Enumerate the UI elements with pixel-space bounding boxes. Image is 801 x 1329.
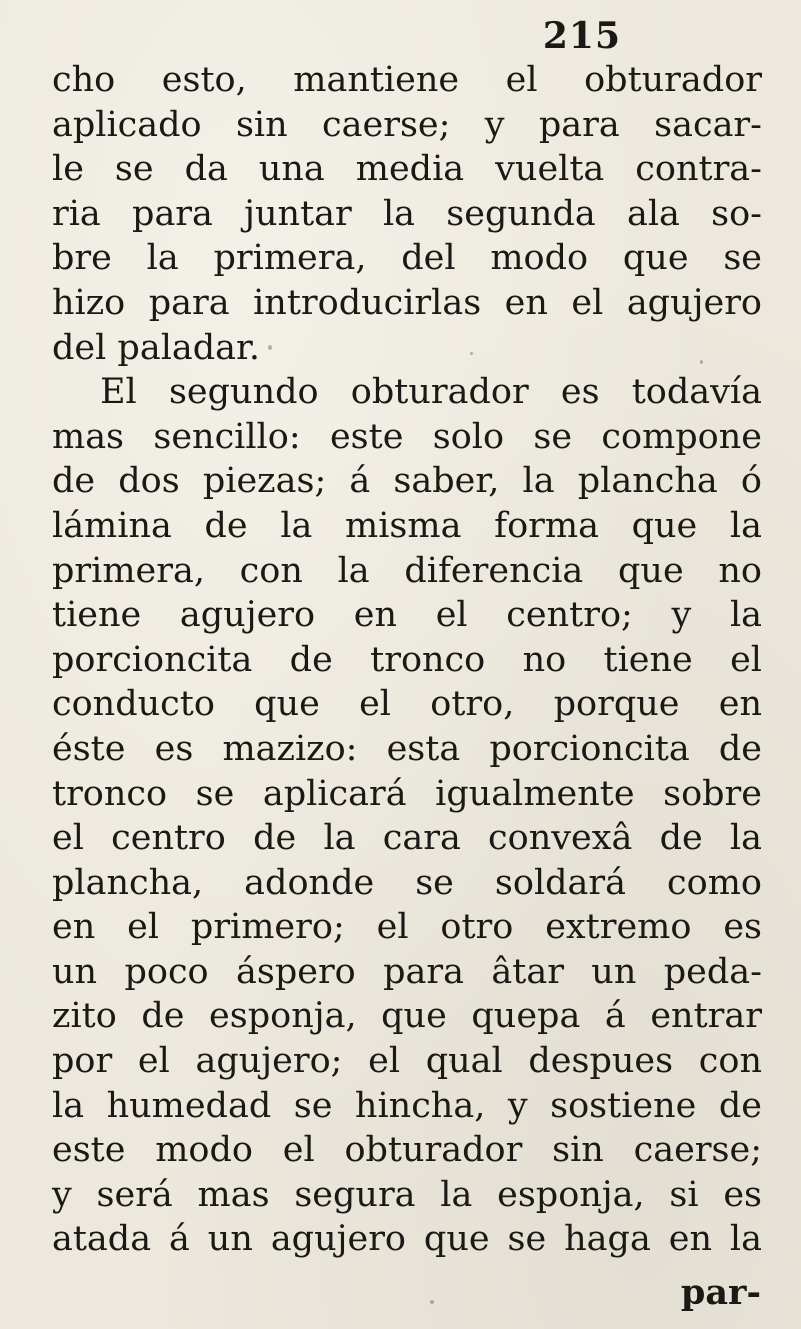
text-line: éste es mazizo: esta porcioncita de xyxy=(52,728,762,769)
text-line: zito de esponja, que quepa á entrar xyxy=(52,996,762,1037)
text-line: un poco áspero para âtar un peda- xyxy=(52,951,762,992)
text-line: atada á un agujero que se haga en la xyxy=(52,1219,762,1260)
text-line: este modo el obturador sin caerse; xyxy=(52,1130,762,1171)
text-line: cho esto, mantiene el obturador xyxy=(52,60,762,100)
text-line: y será mas segura la esponja, si es xyxy=(52,1174,762,1215)
ink-speck xyxy=(470,352,473,355)
text-line: el centro de la cara convexâ de la xyxy=(52,818,762,859)
text-line: ria para juntar la segunda ala so- xyxy=(52,193,762,234)
text-line: aplicado sin caerse; y para sacar- xyxy=(52,104,762,145)
text-line: del paladar. xyxy=(52,327,261,368)
text-line: porcioncita de tronco no tiene el xyxy=(52,639,762,680)
ink-speck xyxy=(268,345,272,350)
text-line: hizo para introducirlas en el agujero xyxy=(52,282,762,323)
text-line: bre la primera, del modo que se xyxy=(52,238,762,279)
text-line: la humedad se hincha, y sostiene de xyxy=(52,1085,762,1126)
text-line: por el agujero; el qual despues con xyxy=(52,1041,762,1082)
text-line: primera, con la diferencia que no xyxy=(52,550,762,591)
text-line: conducto que el otro, porque en xyxy=(52,684,762,725)
catchword: par- xyxy=(680,1272,761,1313)
text-line: en el primero; el otro extremo es xyxy=(52,907,762,948)
paragraph-start-line: El segundo obturador es todavía xyxy=(100,372,762,413)
text-line: tiene agujero en el centro; y la xyxy=(52,595,762,636)
page-number: 215 xyxy=(542,15,621,57)
text-line: mas sencillo: este solo se compone xyxy=(52,416,762,457)
body-text xyxy=(52,58,762,1262)
text-line: tronco se aplicará igualmente sobre xyxy=(52,773,762,814)
ink-speck xyxy=(430,1300,434,1304)
text-line: lámina de la misma forma que la xyxy=(52,505,762,546)
ink-speck xyxy=(700,360,703,364)
text-line: de dos piezas; á saber, la plancha ó xyxy=(52,461,762,502)
ink-speck xyxy=(450,1060,453,1063)
text-line: plancha, adonde se soldará como xyxy=(52,862,762,903)
text-line: le se da una media vuelta contra- xyxy=(52,149,762,190)
